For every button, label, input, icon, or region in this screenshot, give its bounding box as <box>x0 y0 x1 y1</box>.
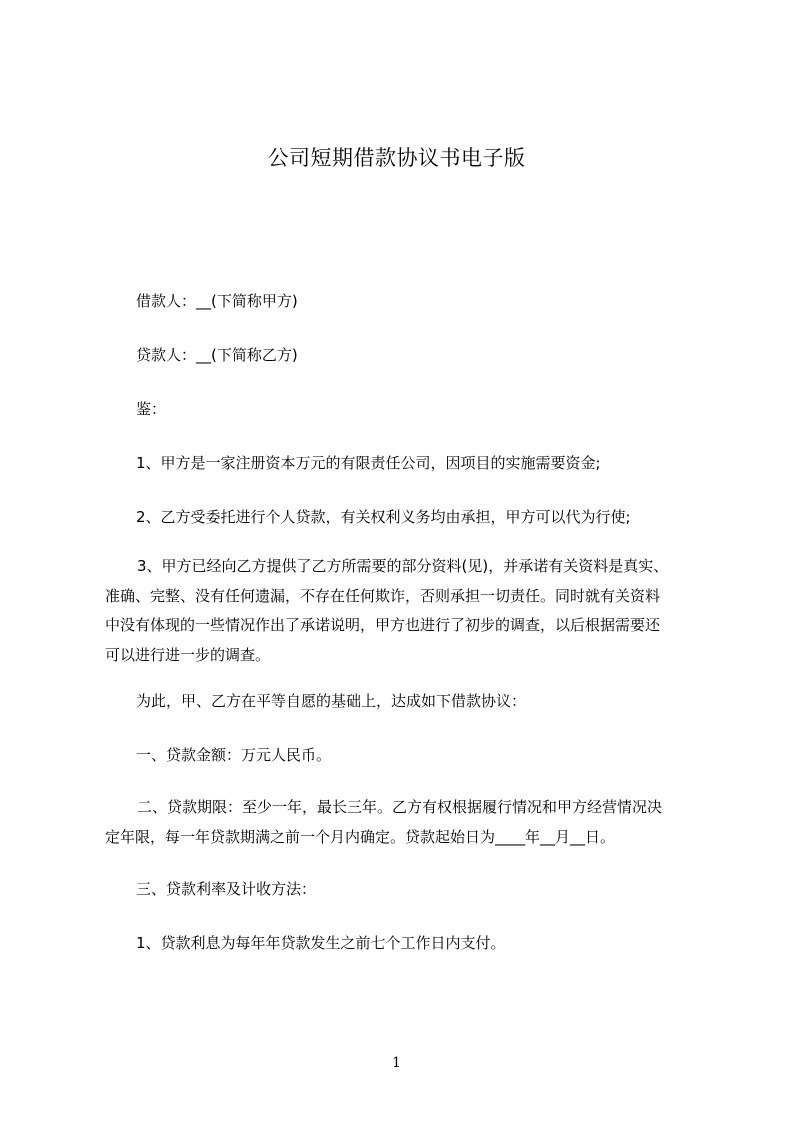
section-3-item-1: 1、贷款利息为每年年贷款发生之前七个工作日内支付。 <box>136 934 506 952</box>
agreement-intro: 为此，甲、乙方在平等自愿的基础上，达成如下借款协议： <box>136 692 527 710</box>
section-1-loan-amount: 一、贷款金额：万元人民币。 <box>136 746 332 764</box>
recital-item-3-line: 3、甲方已经向乙方提供了乙方所需要的部分资料(见)，并承诺有关资料是真实、 <box>137 557 669 575</box>
document-title: 公司短期借款协议书电子版 <box>267 146 526 170</box>
recital-item-3 <box>105 552 705 670</box>
section-2-line: 二、贷款期限：至少一年，最长三年。乙方有权根据履行情况和甲方经营情况决 <box>137 798 663 816</box>
recital-item-3-line: 准确、完整、没有任何遗漏，不存在任何欺诈，否则承担一切责任。同时就有关资料 <box>105 586 661 605</box>
borrower-line: 借款人：__(下简称甲方) <box>136 292 298 310</box>
recital-item-2: 2、乙方受委托进行个人贷款，有关权利义务均由承担，甲方可以代为行使; <box>136 508 631 526</box>
recital-item-3-line: 中没有体现的一些情况作出了承诺说明，甲方也进行了初步的调查，以后根据需要还 <box>105 616 661 634</box>
recital-item-1: 1、甲方是一家注册资本万元的有限责任公司，因项目的实施需要资金; <box>136 454 601 472</box>
recital-item-3-line: 可以进行进一步的调查。 <box>105 645 271 664</box>
whereas-heading: 鉴： <box>136 400 167 418</box>
section-3-interest: 三、贷款利率及计收方法： <box>136 880 317 898</box>
section-2-line: 定年限，每一年贷款期满之前一个月内确定。贷款起始日为____年__月__日。 <box>105 827 616 846</box>
page-number: 1 <box>392 1055 401 1071</box>
lender-line: 贷款人：__(下简称乙方) <box>136 346 298 364</box>
section-2-loan-term <box>105 793 705 852</box>
